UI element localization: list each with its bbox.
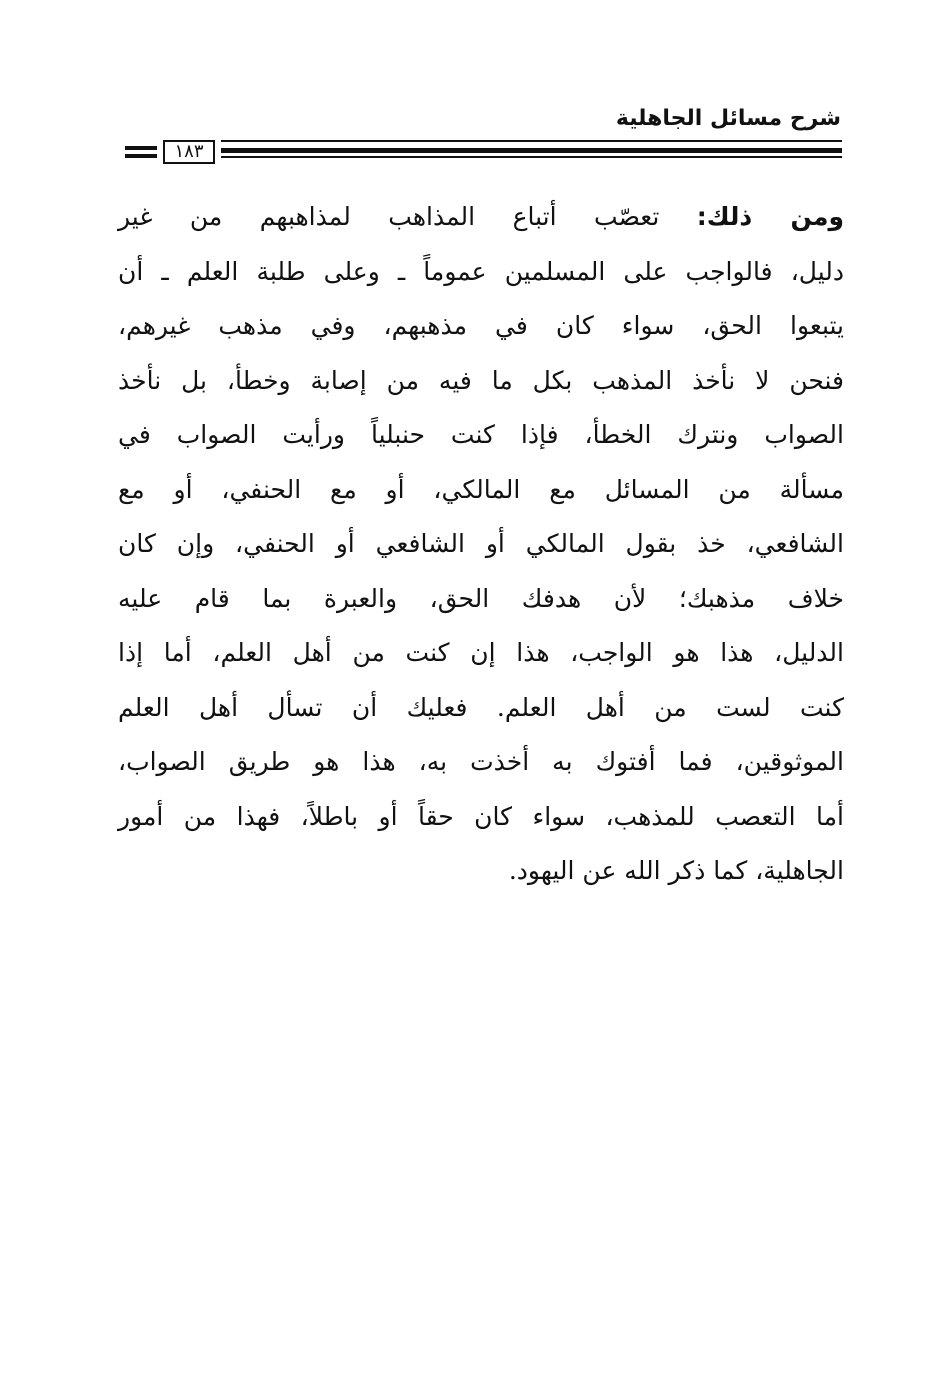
text-line-10: كنت لست من أهل العلم. فعليك أن تسأل أهل العلم (118, 692, 844, 722)
rule-thick (221, 148, 842, 153)
lead-phrase: ومن ذلك: (696, 202, 845, 231)
rule-thin-bottom (221, 156, 842, 158)
rule-lines (221, 140, 842, 160)
text-line-8: خلاف مذهبك؛ لأن هدفك الحق، والعبرة بما قام عليه (118, 583, 844, 613)
page-number: ١٨٣ (163, 140, 215, 164)
rule-left-ornament (125, 146, 157, 158)
text-line-4: فنحن لا نأخذ المذهب بكل ما فيه من إصابة وخطأ، بل نأخذ (118, 365, 844, 395)
text-line-2: دليل، فالواجب على المسلمين عموماً ـ وعلى طلبة العلم ـ أن (118, 256, 844, 286)
body-paragraph (118, 190, 844, 899)
text-line-13: الجاهلية، كما ذكر الله عن اليهود. (508, 856, 844, 885)
text-line-6: مسألة من المسائل مع المالكي، أو مع الحنفي، أو مع (118, 474, 844, 504)
text-line-5: الصواب ونترك الخطأ، فإذا كنت حنبلياً ورأيت الصواب في (118, 420, 844, 449)
text-line-11: الموثوقين، فما أفتوك به أخذت به، هذا هو طريق الصواب، (118, 747, 844, 776)
text-line-3: يتبعوا الحق، سواء كان في مذهبهم، وفي مذهب غيرهم، (118, 311, 844, 340)
text-line-1 (118, 190, 844, 245)
text-line-7: الشافعي، خذ بقول المالكي أو الشافعي أو الحنفي، وإن كان (118, 529, 844, 558)
rule-thin-top (221, 140, 842, 142)
text-line-9: الدليل، هذا هو الواجب، هذا إن كنت من أهل العلم، أما إذا (118, 638, 844, 667)
header-rule (125, 140, 842, 170)
running-title: شرح مسائل الجاهلية (615, 106, 841, 131)
text-line-12: أما التعصب للمذهب، سواء كان حقاً أو باطلاً، فهذا من أمور (118, 801, 844, 831)
text-line-1-rest: تعصّب أتباع المذاهب لمذاهبهم من غير (118, 202, 660, 231)
